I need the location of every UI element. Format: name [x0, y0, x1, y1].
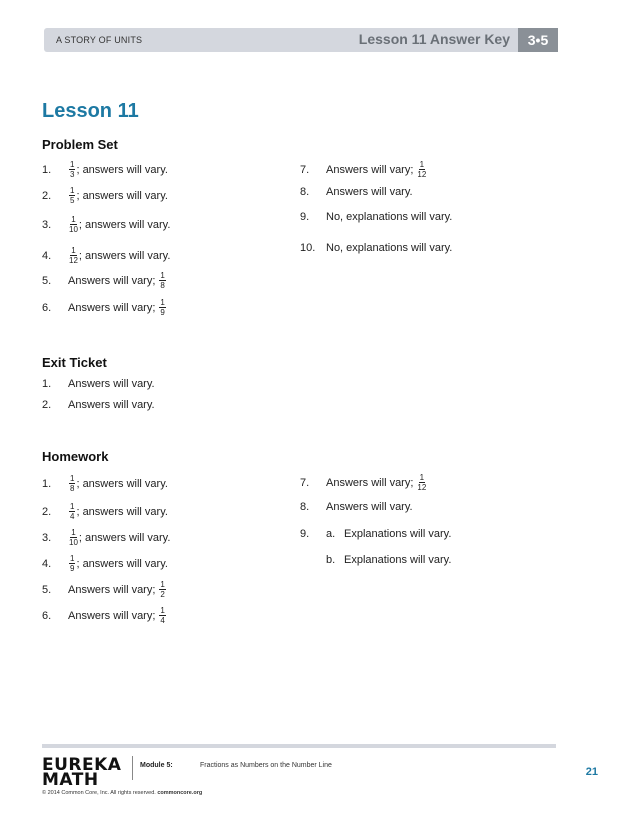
- sub-item-label: b.: [326, 554, 336, 566]
- answer-text: ; answers will vary.: [76, 189, 168, 202]
- answer-item: [42, 160, 168, 179]
- answer-text: ; answers will vary.: [78, 531, 171, 544]
- fraction-numerator: 1: [71, 528, 76, 537]
- eureka-math-logo: [42, 755, 122, 790]
- answer-item: [300, 242, 452, 254]
- item-number: 5.: [42, 274, 52, 287]
- fraction-denominator: 3: [70, 170, 75, 179]
- fraction-denominator: 5: [70, 196, 75, 205]
- fraction-numerator: 1: [70, 502, 75, 511]
- fraction: [159, 298, 165, 317]
- item-number: 8.: [300, 501, 310, 513]
- item-number: 3.: [42, 218, 52, 231]
- fraction: [69, 215, 78, 234]
- item-number: 9.: [300, 211, 310, 223]
- fraction-numerator: 1: [70, 474, 75, 483]
- fraction-numerator: 1: [160, 580, 165, 589]
- answer-text: Explanations will vary.: [344, 554, 452, 566]
- answer-text: No, explanations will vary.: [326, 242, 453, 254]
- answer-text: Answers will vary;: [68, 274, 156, 287]
- fraction-denominator: 4: [160, 616, 165, 625]
- item-number: 8.: [300, 186, 310, 198]
- answer-text: Answers will vary.: [326, 501, 413, 513]
- answer-item: [300, 501, 413, 513]
- answer-text: Answers will vary;: [68, 301, 156, 314]
- answer-item: [42, 186, 168, 205]
- fraction: [159, 580, 165, 599]
- fraction-denominator: 8: [70, 484, 75, 493]
- exit-ticket-heading: Exit Ticket: [42, 355, 107, 370]
- logo-line-2: MATH: [42, 770, 99, 790]
- answer-text: Answers will vary;: [326, 163, 414, 176]
- logo-line-1: EUREKA: [42, 755, 122, 775]
- fraction-denominator: 4: [70, 512, 75, 521]
- fraction: [417, 473, 426, 492]
- answer-text: ; answers will vary.: [76, 557, 168, 570]
- item-number: 7.: [300, 476, 310, 489]
- item-number: 6.: [42, 301, 52, 314]
- fraction-numerator: 1: [70, 160, 75, 169]
- answer-item: [300, 528, 451, 540]
- fraction: [159, 606, 165, 625]
- answer-text: ; answers will vary.: [76, 477, 168, 490]
- answer-item: [42, 606, 167, 625]
- fraction: [69, 554, 75, 573]
- fraction: [69, 246, 78, 265]
- answer-text: Answers will vary.: [68, 378, 155, 390]
- answer-item: [42, 399, 155, 411]
- fraction: [417, 160, 426, 179]
- item-number: 10.: [300, 242, 316, 254]
- answer-text: ; answers will vary.: [78, 249, 171, 262]
- answer-item: [42, 378, 155, 390]
- sub-item-label: a.: [326, 528, 336, 540]
- grade-module-badge: 3•5: [518, 28, 558, 52]
- fraction-denominator: 8: [160, 281, 165, 290]
- answer-item: [42, 580, 167, 599]
- copyright: [42, 790, 202, 796]
- header-bar: [44, 28, 558, 52]
- answer-text: ; answers will vary.: [76, 505, 168, 518]
- fraction-denominator: 12: [69, 256, 78, 265]
- problem-set-heading: Problem Set: [42, 137, 118, 152]
- logo-divider: [132, 756, 133, 780]
- module-name: Fractions as Numbers on the Number Line: [200, 762, 332, 769]
- item-number: 1.: [42, 163, 52, 176]
- fraction: [69, 160, 75, 179]
- answer-item: [42, 502, 168, 521]
- lesson-title: Lesson 11: [42, 100, 139, 122]
- fraction-numerator: 1: [160, 271, 165, 280]
- module-label: Module 5:: [140, 762, 173, 769]
- answer-item: [42, 554, 168, 573]
- fraction: [69, 502, 75, 521]
- item-number: 9.: [300, 528, 310, 540]
- fraction-denominator: 10: [69, 538, 78, 547]
- answer-text: Answers will vary;: [68, 609, 156, 622]
- item-number: 2.: [42, 189, 52, 202]
- answer-item: [42, 474, 168, 493]
- fraction: [69, 474, 75, 493]
- answer-item: [42, 246, 170, 265]
- fraction-numerator: 1: [71, 215, 76, 224]
- fraction-numerator: 1: [71, 246, 76, 255]
- answer-item: [42, 528, 170, 547]
- series-name: A STORY OF UNITS: [56, 35, 143, 45]
- fraction-denominator: 10: [69, 225, 78, 234]
- fraction-numerator: 1: [70, 554, 75, 563]
- item-number: 4.: [42, 557, 52, 570]
- answer-text: ; answers will vary.: [76, 163, 168, 176]
- answer-key-title: Lesson 11 Answer Key: [358, 31, 510, 47]
- copyright-text: © 2014 Common Core, Inc. All rights reserved.: [42, 790, 156, 796]
- answer-text: Answers will vary.: [326, 186, 413, 198]
- item-number: 1.: [42, 477, 52, 490]
- item-number: 7.: [300, 163, 310, 176]
- item-number: 4.: [42, 249, 52, 262]
- answer-text: Answers will vary;: [326, 476, 414, 489]
- answer-item: [300, 211, 452, 223]
- fraction-denominator: 12: [417, 483, 427, 492]
- fraction-numerator: 1: [419, 160, 425, 169]
- answer-text: No, explanations will vary.: [326, 211, 453, 223]
- fraction-denominator: 2: [160, 590, 165, 599]
- answer-item: [300, 554, 451, 566]
- fraction-numerator: 1: [160, 606, 165, 615]
- answer-text: Explanations will vary.: [344, 528, 452, 540]
- answer-text: Answers will vary;: [68, 583, 156, 596]
- item-number: 5.: [42, 583, 52, 596]
- item-number: 2.: [42, 399, 52, 411]
- answer-item: [300, 160, 427, 179]
- item-number: 6.: [42, 609, 52, 622]
- fraction-numerator: 1: [160, 298, 165, 307]
- fraction-numerator: 1: [419, 473, 425, 482]
- fraction: [159, 271, 165, 290]
- fraction-denominator: 9: [70, 564, 75, 573]
- answer-item: [300, 186, 413, 198]
- answer-text: ; answers will vary.: [78, 218, 171, 231]
- fraction-denominator: 9: [160, 308, 165, 317]
- answer-item: [42, 215, 170, 234]
- fraction-denominator: 12: [417, 170, 427, 179]
- item-number: 2.: [42, 505, 52, 518]
- copyright-site: commoncore.org: [157, 790, 203, 796]
- item-number: 3.: [42, 531, 52, 544]
- page-number: 21: [585, 766, 598, 778]
- fraction: [69, 528, 78, 547]
- footer-divider: [42, 744, 556, 748]
- fraction-numerator: 1: [70, 186, 75, 195]
- item-number: 1.: [42, 378, 52, 390]
- fraction: [69, 186, 75, 205]
- answer-text: Answers will vary.: [68, 399, 155, 411]
- homework-heading: Homework: [42, 449, 109, 464]
- answer-item: [300, 473, 427, 492]
- answer-item: [42, 298, 167, 317]
- answer-item: [42, 271, 167, 290]
